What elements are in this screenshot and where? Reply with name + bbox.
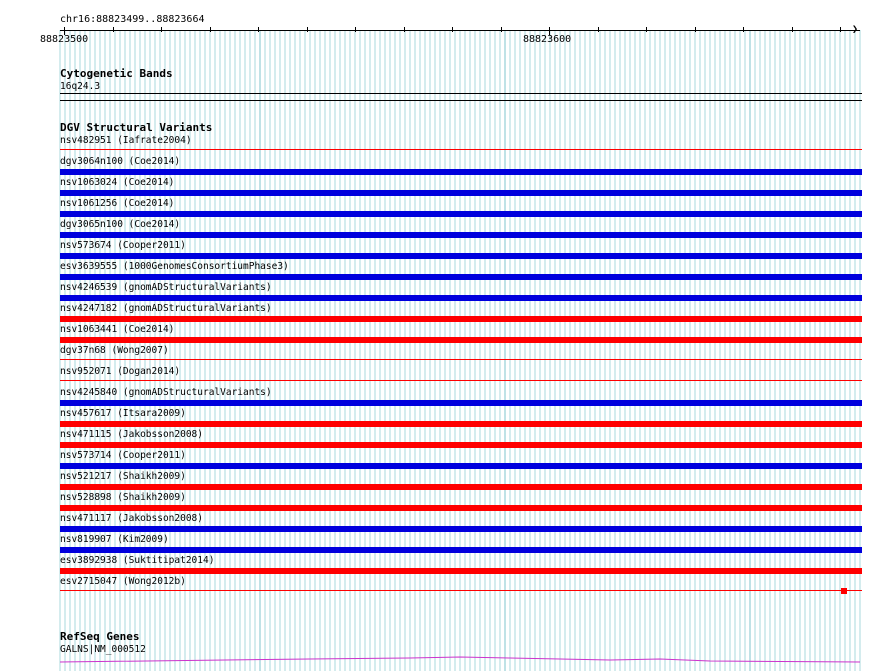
dgv-variant-label[interactable]: nsv573674 (Cooper2011) [60,240,186,251]
dgv-variant-bar[interactable] [60,295,862,301]
dgv-variant-bar[interactable] [60,253,862,259]
dgv-variant-label[interactable]: nsv457617 (Itsara2009) [60,408,186,419]
dgv-variant-label[interactable]: dgv3065n100 (Coe2014) [60,219,181,230]
ruler-arrow-icon: ❯ [852,24,859,35]
dgv-variant-bar[interactable] [60,484,862,490]
dgv-variant-bar[interactable] [60,505,862,511]
ruler-tick [355,27,356,32]
dgv-variant-label[interactable]: nsv471115 (Jakobsson2008) [60,429,203,440]
ruler-tick [452,27,453,32]
dgv-track-title[interactable]: DGV Structural Variants [60,121,213,134]
location-label: chr16:88823499..88823664 [60,14,205,25]
dgv-variant-bar[interactable] [60,190,862,196]
dgv-variant-bar[interactable] [60,337,862,343]
dgv-variant-bar[interactable] [60,568,862,574]
ruler-tick [307,27,308,32]
ruler-tick [598,27,599,32]
ruler-axis [60,30,860,31]
dgv-variant-bar[interactable] [60,590,862,591]
ruler-tick [646,27,647,32]
dgv-variant-label[interactable]: nsv4247182 (gnomADStructuralVariants) [60,303,272,314]
refseq-gene-feature[interactable] [0,650,890,670]
cytoband-label: 16q24.3 [60,81,101,92]
dgv-variant-bar[interactable] [60,359,862,360]
dgv-variant-bar[interactable] [60,380,862,381]
ruler-tick-label-1: 88823600 [523,34,572,45]
dgv-variant-label[interactable]: nsv482951 (Iafrate2004) [60,135,192,146]
dgv-variant-label[interactable]: nsv471117 (Jakobsson2008) [60,513,203,524]
refseq-track-title[interactable]: RefSeq Genes [60,630,140,643]
dgv-variant-bar[interactable] [60,149,862,150]
dgv-variant-bar[interactable] [60,400,862,406]
dgv-variant-label[interactable]: esv3892938 (Suktitipat2014) [60,555,215,566]
dgv-variant-label[interactable]: nsv819907 (Kim2009) [60,534,169,545]
cytoband-track-title[interactable]: Cytogenetic Bands [60,67,173,80]
ruler-tick [161,27,162,32]
dgv-variant-bar[interactable] [60,232,862,238]
dgv-variant-label[interactable]: dgv3064n100 (Coe2014) [60,156,181,167]
ruler-tick [258,27,259,32]
dgv-variant-label[interactable]: dgv37n68 (Wong2007) [60,345,169,356]
dgv-variant-label[interactable]: nsv1063024 (Coe2014) [60,177,175,188]
cytoband-line-bottom [60,100,862,101]
ruler-tick [113,27,114,32]
dgv-variant-label[interactable]: nsv4245840 (gnomADStructuralVariants) [60,387,272,398]
dgv-variant-bar[interactable] [60,442,862,448]
ruler-tick [743,27,744,32]
dgv-variant-label[interactable]: esv2715047 (Wong2012b) [60,576,186,587]
dgv-variant-label[interactable]: nsv952071 (Dogan2014) [60,366,181,377]
dgv-variant-bar[interactable] [60,526,862,532]
ruler-tick [695,27,696,32]
dgv-variant-bar[interactable] [60,421,862,427]
dgv-variant-label[interactable]: nsv4246539 (gnomADStructuralVariants) [60,282,272,293]
dgv-variant-bar[interactable] [60,316,862,322]
refseq-gene-label[interactable]: GALNS|NM_000512 [60,644,146,655]
dgv-variant-marker[interactable] [841,588,847,594]
dgv-variant-label[interactable]: nsv1063441 (Coe2014) [60,324,175,335]
dgv-variant-bar[interactable] [60,547,862,553]
dgv-variant-bar[interactable] [60,211,862,217]
dgv-variant-label[interactable]: nsv528898 (Shaikh2009) [60,492,186,503]
dgv-variant-label[interactable]: esv3639555 (1000GenomesConsortiumPhase3) [60,261,289,272]
ruler-tick [501,27,502,32]
ruler-tick [792,27,793,32]
dgv-variant-bar[interactable] [60,169,862,175]
dgv-variant-label[interactable]: nsv521217 (Shaikh2009) [60,471,186,482]
dgv-variant-label[interactable]: nsv573714 (Cooper2011) [60,450,186,461]
dgv-variant-label[interactable]: nsv1061256 (Coe2014) [60,198,175,209]
ruler-tick [840,27,841,32]
cytoband-line-top [60,93,862,94]
ruler-tick [404,27,405,32]
ruler-tick-label-0: 88823500 [40,34,89,45]
dgv-variant-bar[interactable] [60,274,862,280]
dgv-variant-bar[interactable] [60,463,862,469]
ruler-tick [210,27,211,32]
